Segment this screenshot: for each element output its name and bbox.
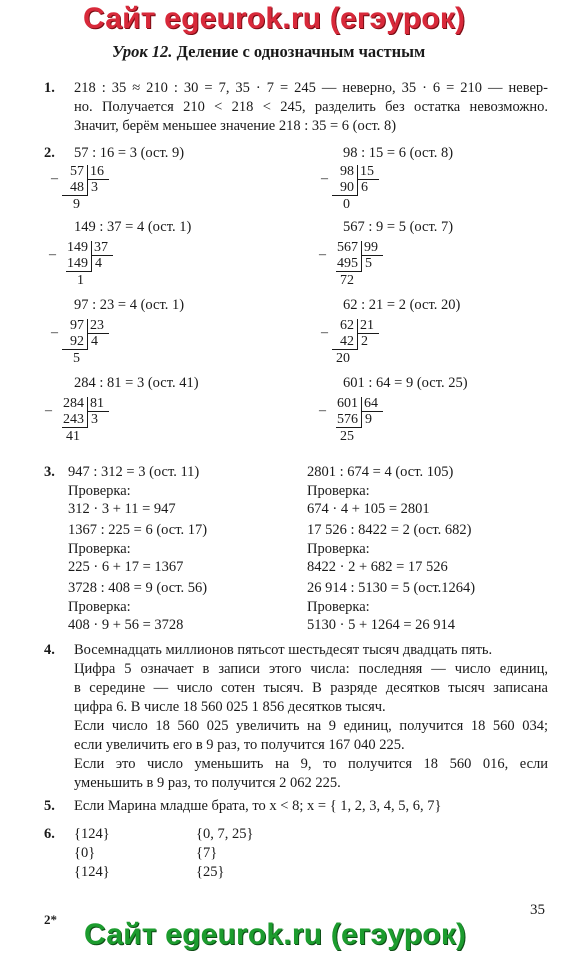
- division-line: [91, 255, 113, 256]
- task6-left-1: {124}: [74, 826, 110, 842]
- task3-check-label: Проверка:: [68, 483, 131, 499]
- minus-sign: –: [49, 247, 56, 262]
- division-dividend: 62: [340, 318, 354, 333]
- minus-sign: –: [321, 325, 328, 340]
- division-subtrahend: 149: [67, 256, 88, 271]
- page-title: [112, 42, 425, 62]
- minus-sign: –: [319, 403, 326, 418]
- task5-text: Если Марина младше брата, то x < 8; x = { 1, 2, 3, 4, 5, 6, 7}: [74, 798, 442, 814]
- task4-number: 4.: [44, 642, 55, 658]
- division-quotient: 6: [361, 180, 368, 195]
- task3-eq-left-2: 1367 : 225 = 6 (ост. 17): [68, 522, 208, 538]
- title-lesson: Урок 12.: [112, 42, 173, 61]
- division-divisor: 64: [364, 396, 378, 411]
- task4-line: Если это число уменьшить на 9, то получится 18 560 016, если: [74, 756, 548, 772]
- task2-eq-right-4: 601 : 64 = 9 (ост. 25): [343, 375, 468, 391]
- division-quotient: 4: [95, 256, 102, 271]
- division-subtrahend: 90: [340, 180, 354, 195]
- division-divisor: 21: [360, 318, 374, 333]
- division-remainder: 72: [340, 273, 354, 288]
- division-remainder: 41: [66, 429, 80, 444]
- task3-proof-left-1: 312 · 3 + 11 = 947: [68, 501, 176, 517]
- task3-number: 3.: [44, 464, 55, 480]
- task4-line: уменьшить в 9 раз, то получится 2 062 225.: [74, 775, 341, 791]
- task4-line: Цифра 5 означает в записи этого числа: последняя — число единиц,: [74, 661, 548, 677]
- division-quotient: 9: [365, 412, 372, 427]
- task1-number: 1.: [44, 80, 55, 96]
- long-division: [319, 396, 432, 446]
- division-subtrahend: 48: [70, 180, 84, 195]
- task2-eq-left-2: 149 : 37 = 4 (ост. 1): [74, 219, 192, 235]
- long-division: [319, 240, 432, 290]
- task2-eq-right-2: 567 : 9 = 5 (ост. 7): [343, 219, 454, 235]
- division-subtrahend: 495: [337, 256, 358, 271]
- task3-eq-left-1: 947 : 312 = 3 (ост. 11): [68, 464, 200, 480]
- task3-check-label: Проверка:: [307, 483, 370, 499]
- division-quotient: 5: [365, 256, 372, 271]
- division-remainder: 25: [340, 429, 354, 444]
- minus-sign: –: [321, 171, 328, 186]
- task5-number: 5.: [44, 798, 55, 814]
- subtraction-line: [332, 349, 358, 350]
- task3-proof-right-1: 674 · 4 + 105 = 2801: [307, 501, 430, 517]
- division-divisor: 16: [90, 164, 104, 179]
- task6-left-2: {0}: [74, 845, 96, 861]
- task4-line: Восемнадцать миллионов пятьсот шестьдесят тысяч двадцать пять.: [74, 642, 493, 658]
- division-subtrahend: 243: [63, 412, 84, 427]
- division-divisor: 23: [90, 318, 104, 333]
- task1-line2: но. Получается 210 < 218 < 245, разделить без остатка невозможно.: [74, 99, 548, 115]
- subtraction-line: [62, 195, 88, 196]
- subtraction-line: [62, 427, 88, 428]
- task3-eq-right-1: 2801 : 674 = 4 (ост. 105): [307, 464, 454, 480]
- division-line: [361, 255, 383, 256]
- page-number: 35: [530, 902, 545, 918]
- watermark-top: Сайт egeurok.ru (егэурок): [83, 2, 466, 35]
- task4-line: цифра 6. В числе 18 560 025 1 856 десятков тысяч.: [74, 699, 386, 715]
- division-remainder: 1: [77, 273, 84, 288]
- task2-number: 2.: [44, 145, 55, 161]
- division-divisor: 15: [360, 164, 374, 179]
- long-division: [48, 164, 158, 214]
- division-dividend: 149: [67, 240, 88, 255]
- division-divisor: 37: [94, 240, 108, 255]
- long-division: [48, 318, 158, 368]
- division-line: [357, 333, 379, 334]
- task2-eq-left-4: 284 : 81 = 3 (ост. 41): [74, 375, 199, 391]
- task3-check-label: Проверка:: [68, 599, 131, 615]
- task4-line: Если число 18 560 025 увеличить на 9 единиц, получится 18 560 034;: [74, 718, 548, 734]
- division-quotient: 4: [91, 334, 98, 349]
- division-dividend: 284: [63, 396, 84, 411]
- long-division: [45, 396, 158, 446]
- task3-proof-left-3: 408 · 9 + 56 = 3728: [68, 617, 184, 633]
- subtraction-line: [332, 195, 358, 196]
- division-dividend: 97: [70, 318, 84, 333]
- division-subtrahend: 92: [70, 334, 84, 349]
- task6-left-3: {124}: [74, 864, 110, 880]
- task1-line3: Значит, берём меньшее значение 218 : 35 = 6 (ост. 8): [74, 118, 397, 134]
- task3-proof-right-2: 8422 · 2 + 682 = 17 526: [307, 559, 448, 575]
- division-remainder: 5: [73, 351, 80, 366]
- long-division: [49, 240, 162, 290]
- task3-check-label: Проверка:: [307, 541, 370, 557]
- task4-line: в середине — число сотен тысяч. В разряде десятков тысяч записана: [74, 680, 548, 696]
- task3-proof-left-2: 225 · 6 + 17 = 1367: [68, 559, 184, 575]
- long-division: [318, 318, 428, 368]
- subtraction-line: [66, 271, 92, 272]
- task6-right-3: {25}: [196, 864, 225, 880]
- task3-eq-left-3: 3728 : 408 = 9 (ост. 56): [68, 580, 208, 596]
- task2-eq-right-1: 98 : 15 = 6 (ост. 8): [343, 145, 454, 161]
- division-dividend: 57: [70, 164, 84, 179]
- task2-eq-right-3: 62 : 21 = 2 (ост. 20): [343, 297, 461, 313]
- task2-eq-left-1: 57 : 16 = 3 (ост. 9): [74, 145, 185, 161]
- division-line: [357, 179, 379, 180]
- division-quotient: 2: [361, 334, 368, 349]
- task1-line1: 218 : 35 ≈ 210 : 30 = 7, 35 · 7 = 245 — неверно, 35 · 6 = 210 — невер-: [74, 80, 548, 96]
- division-line: [361, 411, 383, 412]
- watermark-bottom: Сайт egeurok.ru (егэурок): [84, 918, 467, 951]
- division-line: [87, 179, 109, 180]
- task4-line: если увеличить его в 9 раз, то получится 167 040 225.: [74, 737, 405, 753]
- minus-sign: –: [51, 171, 58, 186]
- task3-eq-right-2: 17 526 : 8422 = 2 (ост. 682): [307, 522, 472, 538]
- task6-number: 6.: [44, 826, 55, 842]
- subtraction-line: [336, 271, 362, 272]
- minus-sign: –: [319, 247, 326, 262]
- task2-eq-left-3: 97 : 23 = 4 (ост. 1): [74, 297, 185, 313]
- division-dividend: 601: [337, 396, 358, 411]
- long-division: [318, 164, 428, 214]
- title-text: Деление с однозначным частным: [176, 42, 426, 61]
- task3-eq-right-3: 26 914 : 5130 = 5 (ост.1264): [307, 580, 476, 596]
- division-quotient: 3: [91, 180, 98, 195]
- minus-sign: –: [51, 325, 58, 340]
- division-quotient: 3: [91, 412, 98, 427]
- division-remainder: 0: [343, 197, 350, 212]
- task3-check-label: Проверка:: [68, 541, 131, 557]
- task6-right-2: {7}: [196, 845, 218, 861]
- division-dividend: 567: [337, 240, 358, 255]
- division-remainder: 20: [336, 351, 350, 366]
- division-line: [87, 411, 109, 412]
- task3-proof-right-3: 5130 · 5 + 1264 = 26 914: [307, 617, 456, 633]
- division-subtrahend: 42: [340, 334, 354, 349]
- division-dividend: 98: [340, 164, 354, 179]
- division-remainder: 9: [73, 197, 80, 212]
- subtraction-line: [336, 427, 362, 428]
- task6-right-1: {0, 7, 25}: [196, 826, 254, 842]
- subtraction-line: [62, 349, 88, 350]
- division-subtrahend: 576: [337, 412, 358, 427]
- minus-sign: –: [45, 403, 52, 418]
- division-divisor: 99: [364, 240, 378, 255]
- division-divisor: 81: [90, 396, 104, 411]
- division-line: [87, 333, 109, 334]
- footer-mark: 2*: [44, 912, 57, 927]
- task3-check-label: Проверка:: [307, 599, 370, 615]
